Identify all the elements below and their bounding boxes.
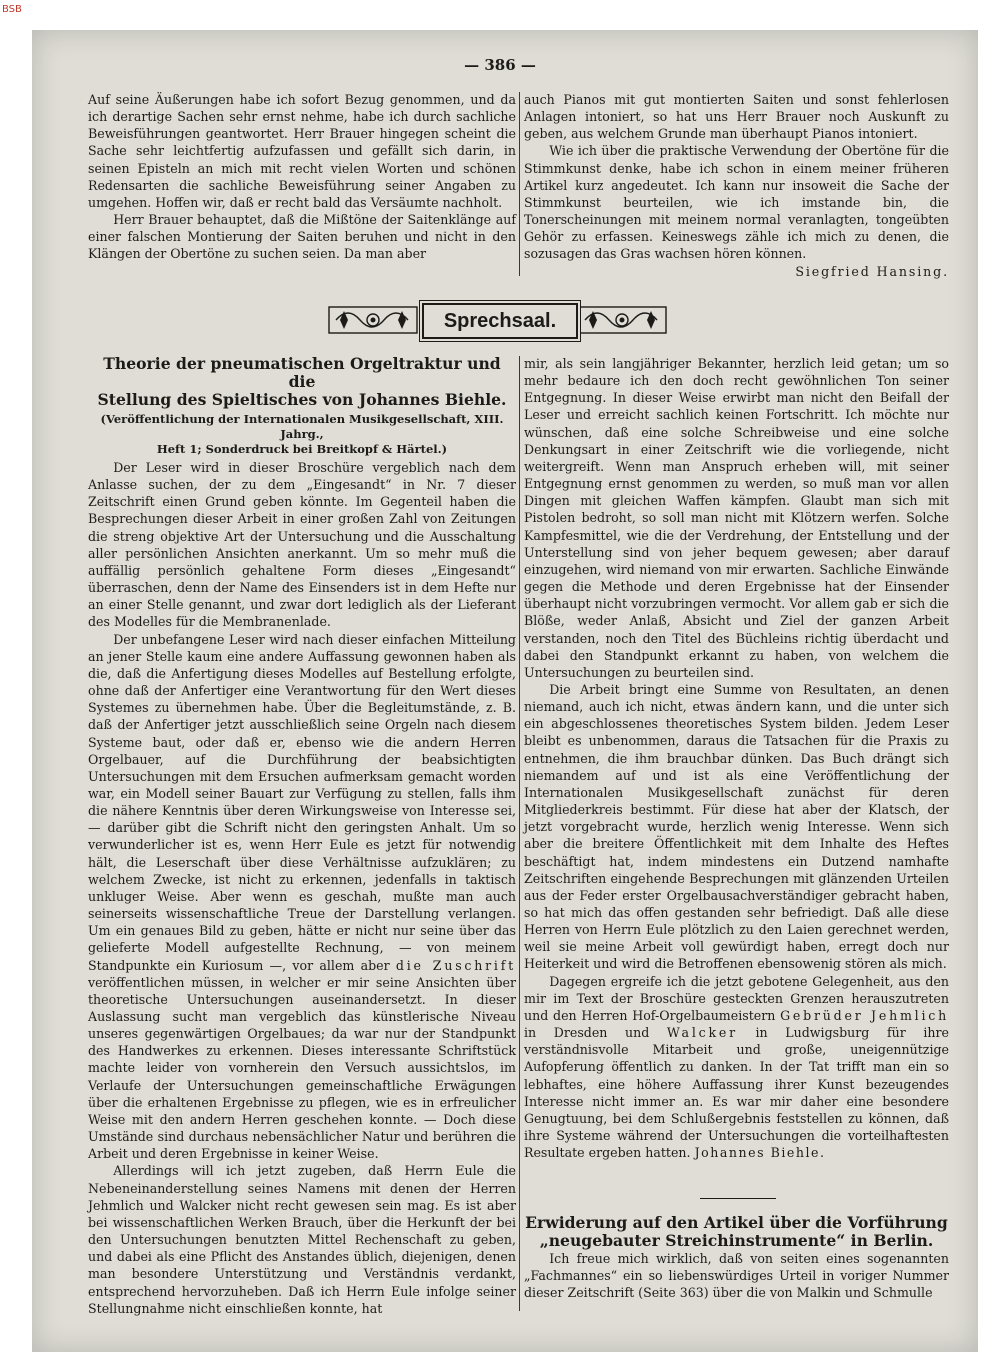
- section-heading: Sprechsaal.: [422, 303, 578, 339]
- article-right-column: [524, 355, 949, 1161]
- article-title: Erwiderung auf den Artikel über die Vorführung: [525, 1213, 948, 1232]
- paragraph: Der unbefangene Leser wird nach dieser einfachen Mitteilung an jener Stelle kaum eine andere Auffassung gewonnen haben als die, daß die Anfertigung dieses Modelles auf Bestellung erfolgte, ohne daß der Anfertiger eine Verantwortung für den Wert dieses Systemes zu übernehmen habe. Über die Begleitumstände, z. B. daß der Anfertiger jetzt ausschließlich seine Orgeln nach diesem Systeme baut, oder daß er, ebenso wie die andern Herren Orgelbauer, auf die Durchführung der beabsichtigten Untersuchungen mit dem Ersuchen aufmerksam gemacht worden war, ein Modell seiner Bauart zur Verfügung zu stellen, falls ihm die nähere Kenntnis über deren Wirkungsweise von Interesse sei, — darüber gibt die Schrift nicht den geringsten Anhalt. Um so verwunderlicher ist es, wenn Herr Eule es jetzt für notwendig hält, die Leserschaft über diese Verhältnisse aufzuklären; zu welchem Zwecke, ist nicht zu erkennen, jedenfalls in taktisch unkluger Weise. Aber wenn es geschah, mußte man auch seinerseits wissenschaftliche Treue der Darstellung verlangen. Um ein genaues Bild zu geben, hätte er nicht nur seine über das gelieferte Modell aufgestellte Rechnung, — von meinem Standpunkte ein Kuriosum —, vor allem aber die Zuschrift veröffentlichen müssen, in welcher er mir seine Ansichten über theoretische Untersuchungen auseinandersetzt. In dieser Auslassung sucht man vergeblich das künstlerische Niveau unseres gegenwärtigen Orgelbaues; da war nur der Standpunkt des Handwerkes zu erkennen. Dieses interessante Schriftstück machte leider von vornherein den Versuch aussichtslos, im Verlaufe der Untersuchungen gemeinschaftliche Erwägungen über die erhaltenen Ergebnisse zu pflegen, wie es in erfreulicher Weise mit den andern Herren geschehen konnte. — Doch diese Umstände sind durchaus nebensächlicher Natur und berühren die Arbeit und deren Ergebnisse in keiner Weise.: [88, 631, 517, 1162]
- paragraph: Die Arbeit bringt eine Summe von Resultaten, an denen niemand, auch ich nicht, etwas ändern kann, und die unter sich ein abgeschlossenes theoretisches System bilden. Jedem Leser bleibt es unbenommen, daraus die Tatsachen für die Praxis zu entnehmen, die ihm brauchbar dünken. Das Buch drängt sich niemandem auf und ist als eine Veröffentlichung der Internationalen Musikgesellschaft zunächst für deren Mitgliederkreis bestimmt. Für diese hat aber der Klatsch, der jetzt vorgebracht wurde, herzlich wenig Interesse. Wenn sich aber die breitere Öffentlichkeit mit dem Inhalte des Heftes beschäftigt hat, indem mindestens ein Dutzend namhafte Zeitschriften eingehende Besprechungen mit glänzenden Urteilen aus der Feder erster Orgelbausachverständiger gebracht haben, so hat mich das offen gestanden sehr befriedigt. Daß alle diese Herren von Herrn Eule plötzlich zu den Laien gerechnet werden, weil sie meine Arbeit voll gewürdigt haben, erregt doch nur Heiterkeit und wird die Betroffenen ebensowenig stören als mich.: [524, 681, 949, 972]
- paragraph: Ich freue mich wirklich, daß von seiten eines sogenannten „Fachmannes“ ein so liebenswürdiges Urteil in voriger Nummer dieser Zeitschrift (Seite 363) über die von Malkin und Schmulle: [524, 1251, 949, 1301]
- page-number: — 386 —: [464, 56, 536, 74]
- article-title: „neugebauter Streichinstrumente“ in Berlin.: [539, 1231, 934, 1250]
- library-mark: BSB: [2, 4, 22, 15]
- article-subtitle: Heft 1; Sonderdruck bei Breitkopf & Härtel.): [156, 442, 448, 456]
- paragraph: Der Leser wird in dieser Broschüre vergeblich nach dem Anlasse suchen, der zu dem „Eingesandt“ in Nr. 7 dieser Zeitschrift einen Grund geben könnte. Im Gegenteil haben die Besprechungen dieser Arbeit in einer großen Zahl von Zeitungen die streng objektive Art der Untersuchung und die Ausschaltung aller persönlichen Ansichten anerkannt. Um so mehr muß die auffällig persönlich gehaltene Form dieses „Eingesandt“ überraschen, denn der Name des Einsenders ist in dem Hefte nur an einer Stelle genannt, und zwar dort lediglich als der Lieferant des Modelles für die Membranenlade.: [88, 460, 516, 630]
- top-left-column: [88, 91, 516, 263]
- signature: Johannes Biehle.: [694, 1145, 826, 1161]
- paragraph: auch Pianos mit gut montierten Saiten und sonst fehlerlosen Anlagen intoniert, so hat uns Herr Brauer noch Auskunft zu geben, aus welchem Grunde man überhaupt Pianos intoniert.: [524, 92, 949, 142]
- article-subtitle: (Veröffentlichung der Internationalen Musikgesellschaft, XIII. Jahrg.,: [100, 412, 504, 441]
- paragraph: Herr Brauer behauptet, daß die Mißtöne der Saitenklänge auf einer falschen Montierung der Saiten beruhen und nicht in den Klängen der Obertöne zu suchen seien. Da man aber: [88, 212, 516, 262]
- paragraph: Auf seine Äußerungen habe ich sofort Bezug genommen, und da ich derartige Sachen sehr ernst nehme, habe ich durch sachliche Beweisführungen geantwortet. Herr Brauer hingegen scheint die Sache sehr leichtfertig aufzufassen und gefällt sich darin, in seinen Episteln an mich mit recht vielen Worten und schönen Redensarten die sachliche Beweisführung seiner Angaben zu umgehen. Hoffen wir, daß er recht bald das Versäumte nachholt.: [88, 92, 516, 210]
- paragraph: Wie ich über die praktische Verwendung der Obertöne für die Stimmkunst denke, habe ich schon in einem meiner früheren Artikel kurz angedeutet. Ich kann nur insoweit die Sache der Stimmkunst beurteilen, wie ich imstande bin, die Tonerscheinungen mit meinem normal veranlagten, tongeübten Gehör zu erfassen. Keineswegs zähle ich mich zu denen, die sozusagen das Gras wachsen hören können.: [524, 143, 949, 262]
- paragraph: Allerdings will ich jetzt zugeben, daß Herrn Eule die Nebeneinanderstellung seines Namens mit denen der Herren Jehmlich und Walcker nicht recht gewesen sein mag. Es ist aber bei wissenschaftlichen Werken Brauch, über die Herkunft der bei den Untersuchungen benutzten Mittel Rechenschaft zu geben, und dabei als eine Pflicht des Anstandes üblich, diejenigen, denen man besondere Unterstützung und Verständnis verdankt, entsprechend hervorzuheben. Daß ich Herrn Eule infolge seiner Stellungnahme nicht einschließen konnte, hat: [88, 1163, 516, 1316]
- article-title: Stellung des Spieltisches von Johannes Biehle.: [97, 390, 507, 409]
- article2-column: [524, 1214, 949, 1301]
- article-title: Theorie der pneumatischen Orgeltraktur und die: [103, 354, 501, 391]
- paragraph: mir, als sein langjähriger Bekannter, herzlich leid getan; um so mehr bedaure ich den doch recht gewöhnlichen Ton seiner Entgegnung. In dieser Weise erwirbt man nicht den Beifall der Leser und erreicht sachlich keinen Fortschritt. Ich möchte nur wünschen, daß eine solche Schreibweise und eine solche Denkungsart in einer Zeitschrift wie die vorliegende, nicht weitergreift. Wenn man Anspruch erheben will, mit seiner Entgegnung ernst genommen zu werden, so muß man vor allen Dingen mit gleichen Waffen kämpfen. Glaubt man sich mit Pistolen bedroht, so soll man nicht mit Klötzern werfen. Solche Kampfesmittel, wie die der Verdrehung, der Entstellung und der Unterstellung sind von jeher bequem gewesen; aber darauf einzugehen, wird niemand von mir erwarten. Sachliche Einwände gegen die Methode und deren Ergebnisse hat der Einsender überhaupt nicht vorzubringen vermocht. Vor allem gab er sich die Blöße, weder Anlaß, Absicht und Ziel der ganzen Arbeit verstanden, noch den Titel des Büchleins richtig überdacht und dabei den Standpunkt erkannt zu haben, von welchem die Untersuchungen zu beurteilen sind.: [524, 356, 949, 680]
- divider: [700, 1198, 776, 1199]
- article-left-column: [88, 355, 516, 1317]
- top-right-column: [524, 91, 949, 280]
- column-rule: [519, 356, 520, 1311]
- paragraph: Dagegen ergreife ich die jetzt gebotene Gelegenheit, aus den mir im Text der Broschüre gesteckten Grenzen herauszutreten und den Herren Hof-Orgelbaumeistern Gebrüder Jehmlich in Dresden und Walcker in Ludwigsburg für ihre verständnisvolle Mitarbeit und große, uneigennützige Aufopferung öffentlich zu danken. In der Tat trifft man ein so lebhaftes, eine höhere Auffassung ihrer Kunst bezeugendes Interesse nicht immer an. Es war mir daher eine besondere Genugtuung, bei dem Schlußergebnis feststellen zu können, daß ihre Systeme während der Untersuchungen die vorteilhaftesten Resultate ergeben hatten. Johannes Biehle.: [524, 973, 949, 1161]
- section-banner: [326, 299, 669, 341]
- signature: Siegfried Hansing.: [795, 263, 949, 279]
- column-rule: [519, 92, 520, 276]
